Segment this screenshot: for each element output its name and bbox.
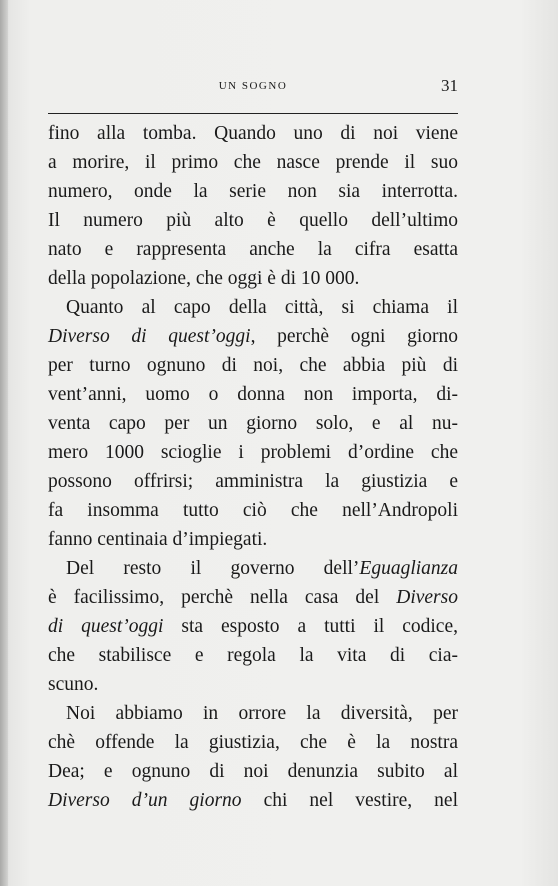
text-line: chè offende la giustizia, che è la nostra [48,732,458,753]
text-line: che stabilisce e regola la vita di cia- [48,645,458,666]
text-line: mero 1000 scioglie i problemi d’ordine che [48,442,458,463]
page-header [48,76,458,102]
running-head: UN SOGNO [218,80,288,92]
text-line: venta capo per un giorno solo, e al nu- [48,413,458,434]
header-rule [48,113,458,114]
page-number: 31 [441,76,458,95]
text-line: nato e rappresenta anche la cifra esatta [48,239,458,260]
text-line: per turno ognuno di noi, che abbia più di [48,355,458,376]
page-gutter-shadow [0,0,8,886]
text-line: di quest’oggi sta esposto a tutti il codice, [48,616,458,637]
text-line: fanno centinaia d’impiegati. [48,529,268,550]
text-line: Quanto al capo della città, si chiama il [66,297,458,318]
text-line: è facilissimo, perchè nella casa del Diverso [48,587,458,608]
body-text [48,119,458,815]
text-line: fino alla tomba. Quando uno di noi viene [48,123,458,144]
text-line: numero, onde la serie non sia interrotta. [48,181,458,202]
text-line: Diverso d’un giorno chi nel vestire, nel [48,790,458,811]
text-line: Il numero più alto è quello dell’ultimo [48,210,458,231]
text-line: Noi abbiamo in orrore la diversità, per [66,703,458,724]
text-line: scuno. [48,674,99,695]
text-line: Diverso di quest’oggi, perchè ogni giorno [48,326,458,347]
text-line: fa insomma tutto ciò che nell’Andropoli [48,500,458,521]
text-line: Dea; e ognuno di noi denunzia subito al [48,761,458,782]
text-line: a morire, il primo che nasce prende il suo [48,152,458,173]
text-line: possono offrirsi; amministra la giustizia e [48,471,458,492]
text-line: Del resto il governo dell’Eguaglianza [66,558,458,579]
text-line: vent’anni, uomo o donna non importa, di- [48,384,458,405]
text-line: della popolazione, che oggi è di 10 000. [48,268,360,289]
